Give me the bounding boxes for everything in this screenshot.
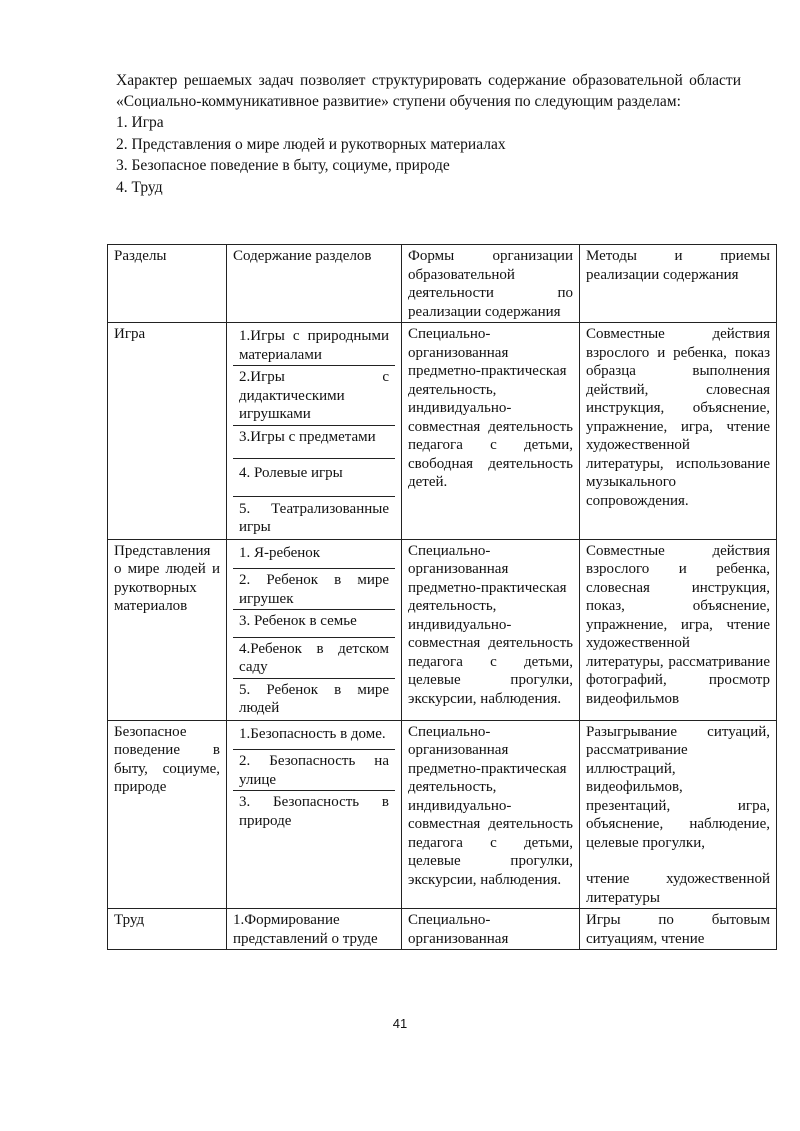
content-item: 3. Ребенок в семье (233, 610, 395, 638)
header-cell-methods: Методы и приемы реализации содержания (580, 245, 777, 323)
table-row (108, 323, 777, 540)
sections-table (107, 244, 777, 950)
content-item: 5. Театрализованные игры (239, 500, 389, 535)
content-item: 1.Игры с природными материалами (233, 325, 395, 366)
content-item: 1.Безопасность в доме. (233, 723, 395, 751)
content-item: 3.Игры с предметами (233, 426, 395, 460)
forms-cell: Специально-организованная предметно-практическая деятельность, индивидуально-совместная деятельность педагога с детьми, свободная деятельность детей. (402, 323, 580, 540)
section-cell: Безопасное поведение в быту, социуме, природе (108, 720, 227, 909)
list-item: 2. Представления о мире людей и рукотворных материалах (116, 135, 506, 153)
content-item: 2. Безопасность на улице (233, 750, 395, 791)
header-cell-forms: Формы организации образовательной деятельности по реализации содержания (402, 245, 580, 323)
forms-cell: Специально-организованная (402, 909, 580, 950)
sections-list (116, 112, 741, 198)
forms-cell: Специально-организованная предметно-практическая деятельность, индивидуально-совместная деятельность педагога с детьми, целевые прогулки, экскурсии, наблюдения. (402, 539, 580, 720)
list-item: 3. Безопасное поведение в быту, социуме, природе (116, 157, 450, 174)
contents-cell (227, 539, 402, 720)
table-row (108, 539, 777, 720)
page-number: 41 (392, 1016, 408, 1031)
table-row (108, 909, 777, 950)
section-cell: Труд (108, 909, 227, 950)
methods-text: Разыгрывание ситуаций, рассматривание иллюстраций, видеофильмов, презентаций, игра, объяснение, наблюдение, целевые прогулки, (586, 723, 770, 851)
header-cell-contents: Содержание разделов (227, 245, 402, 323)
forms-cell: Специально-организованная предметно-практическая деятельность, индивидуально-совместная деятельность педагога с детьми, целевые прогулки, экскурсии, наблюдения. (402, 720, 580, 909)
content-item: 2. Ребенок в мире игрушек (233, 569, 395, 610)
methods-cell: Совместные действия взрослого и ребенка, показ образца выполнения действий, словесная инструкция, объяснение, упражнение, игра, чтение художественной литературы, использование музыкального сопровождения. (580, 323, 777, 540)
table-row (108, 720, 777, 909)
methods-cell (580, 720, 777, 909)
content-item: 3. Безопасность в природе (239, 794, 389, 829)
content-item: 4. Ролевые игры (233, 459, 395, 497)
table-header-row (108, 245, 777, 323)
contents-cell (227, 720, 402, 909)
list-item: 1. Игра (116, 114, 164, 131)
section-cell: Представления о мире людей и рукотворных материалов (108, 539, 227, 720)
contents-cell (227, 323, 402, 540)
content-item: 5. Ребенок в мире людей (239, 681, 389, 716)
header-cell-sections: Разделы (108, 245, 227, 323)
list-item: 4. Труд (116, 178, 163, 196)
contents-cell: 1.Формирование представлений о труде (227, 909, 402, 950)
content-item: 4.Ребенок в детском саду (233, 638, 395, 679)
methods-text: чтение художественной литературы (586, 871, 770, 906)
methods-cell: Игры по бытовым ситуациям, чтение (580, 909, 777, 950)
content-item: 2.Игры с дидактическими игрушками (233, 366, 395, 426)
intro-section (116, 70, 741, 198)
intro-paragraph: Характер решаемых задач позволяет структурировать содержание образовательной области «Социально-коммуникативное развитие» ступени обучения по следующим разделам: (116, 72, 741, 110)
methods-cell: Совместные действия взрослого и ребенка, словесная инструкция, показ, объяснение, упражнение, игра, чтение художественной литературы, рассматривание фотографий, просмотр видеофильмов (580, 539, 777, 720)
content-item: 1. Я-ребенок (233, 542, 395, 570)
section-cell: Игра (108, 323, 227, 540)
